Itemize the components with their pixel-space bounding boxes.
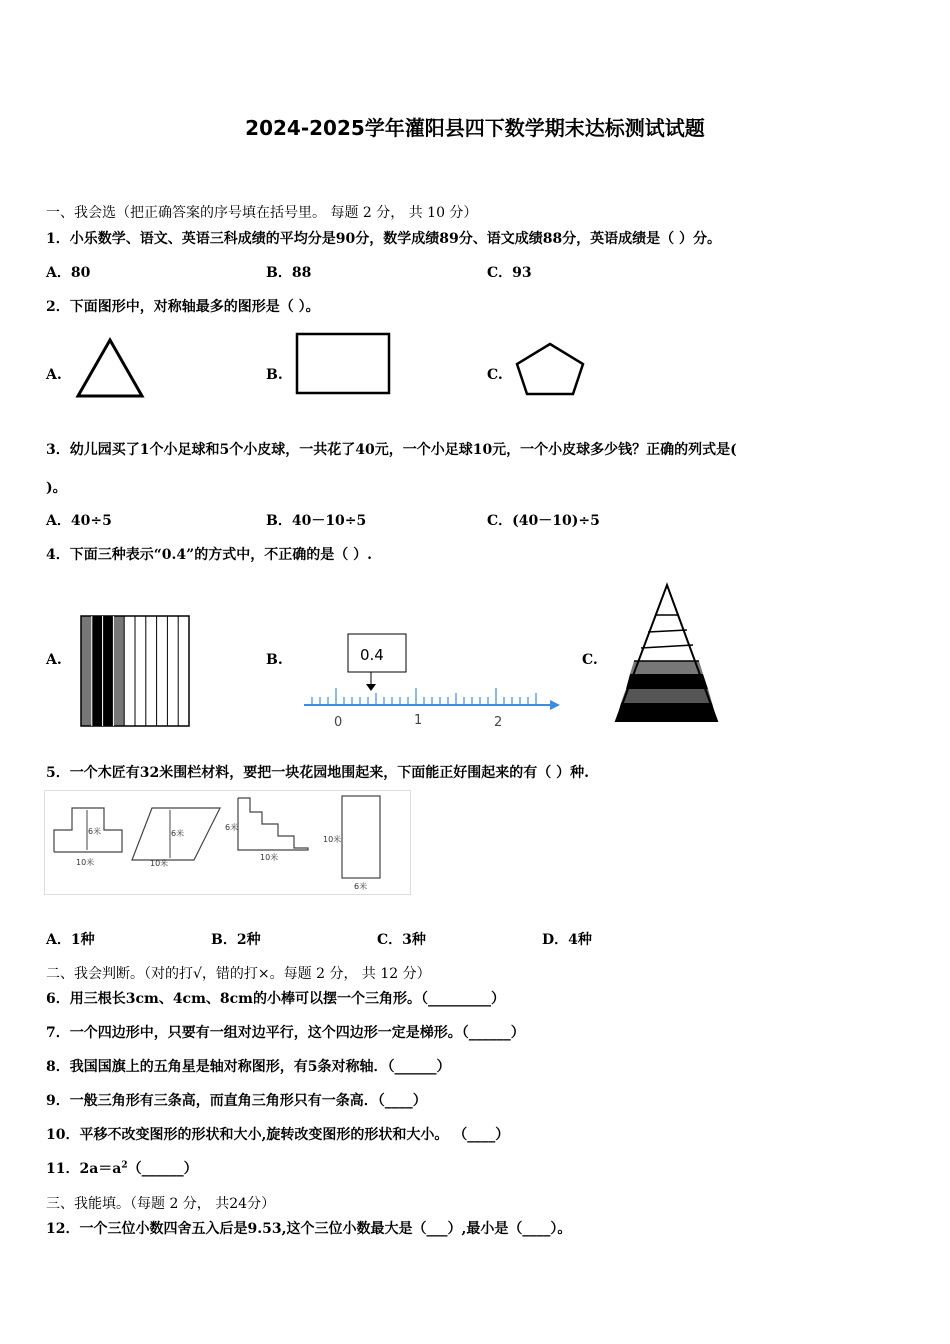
fig1-height-label: 6米 (88, 827, 102, 836)
decimal-bars-figure (80, 615, 192, 728)
fig3-height-label: 6米 (225, 823, 239, 832)
q3-option-a: A．40÷5 (46, 513, 112, 529)
q11-prefix: 11．2a＝a (46, 1161, 122, 1177)
q11-suffix: （______） (127, 1161, 198, 1177)
fig4-height-label: 10米 (323, 835, 342, 844)
q9-item: 9．一般三角形有三条高，而直角三角形只有一条高．（____） (46, 1093, 427, 1109)
q1-option-a: A．80 (46, 265, 91, 281)
q3-stem-line2: )。 (46, 480, 67, 496)
q3-option-c: C．(40－10)÷5 (487, 513, 600, 529)
q4-option-b: B. (266, 652, 283, 668)
q10-item: 10．平移不改变图形的形状和大小,旋转改变图形的形状和大小。 （____） (46, 1127, 510, 1143)
q5-option-d: D．4种 (542, 932, 592, 948)
q2-stem: 2．下面图形中，对称轴最多的图形是（ ）。 (46, 299, 320, 315)
q1-option-b: B．88 (266, 265, 312, 281)
q4-stem: 4．下面三种表示“0.4”的方式中，不正确的是（ ）. (46, 547, 372, 563)
q7-item: 7．一个四边形中，只要有一组对边平行，这个四边形一定是梯形。（______） (46, 1025, 525, 1041)
garden-shapes-figure (44, 790, 412, 896)
axis-label-1: 1 (414, 713, 423, 728)
q5-option-b: B．2种 (211, 932, 261, 948)
layered-triangle-figure (612, 582, 724, 728)
number-line-figure (298, 630, 566, 730)
fig3-base-label: 10米 (260, 853, 279, 862)
pentagon-figure (512, 340, 588, 398)
q11-superscript: 2 (121, 1160, 128, 1171)
q2-option-a: A. (46, 367, 62, 383)
q5-option-a: A．1种 (46, 932, 95, 948)
section3-heading: 三、我能填。（每题 2 分， 共24分） (46, 1196, 276, 1212)
fig1-base-label: 10米 (76, 858, 95, 867)
q8-item: 8．我国国旗上的五角星是轴对称图形，有5条对称轴．（______） (46, 1059, 451, 1075)
section1-heading: 一、我会选（把正确答案的序号填在括号里。 每题 2 分， 共 10 分） (46, 205, 478, 221)
section2-heading: 二、我会判断。（对的打√，错的打×。每题 2 分， 共 12 分） (46, 966, 431, 982)
q5-stem: 5．一个木匠有32米围栏材料，要把一块花园地围起来，下面能正好围起来的有（ ）种. (46, 765, 589, 781)
q4-option-c: C. (582, 652, 598, 668)
rectangle-figure (292, 330, 394, 400)
q4-option-a: A. (46, 652, 62, 668)
fig4-base-label: 6米 (354, 882, 368, 891)
q2-option-b: B. (266, 367, 283, 383)
q5-option-c: C．3种 (377, 932, 426, 948)
q3-stem-line1: 3．幼儿园买了1个小足球和5个小皮球，一共花了40元，一个小足球10元，一个小皮球多少钱？正确的列式是( (46, 442, 737, 458)
axis-label-0: 0 (334, 715, 343, 730)
page-title: 2024-2025学年灌阳县四下数学期末达标测试试题 (245, 116, 705, 140)
q11-item (46, 1158, 198, 1178)
fig2-height-label: 6米 (171, 829, 185, 838)
q12-item: 12．一个三位小数四舍五入后是9.53,这个三位小数最大是（___）,最小是（____）。 (46, 1221, 572, 1237)
q3-option-b: B．40－10÷5 (266, 513, 367, 529)
q2-option-c: C. (487, 367, 503, 383)
q1-option-c: C．93 (487, 265, 532, 281)
q6-item: 6．用三根长3cm、4cm、8cm的小棒可以摆一个三角形。（_________） (46, 991, 505, 1007)
number-line-box-value: 0.4 (360, 646, 384, 664)
q1-stem: 1．小乐数学、语文、英语三科成绩的平均分是90分，数学成绩89分、语文成绩88分，英语成绩是（ ）分。 (46, 231, 722, 247)
triangle-figure (70, 336, 150, 402)
fig2-base-label: 10米 (150, 859, 169, 868)
axis-label-2: 2 (494, 715, 503, 730)
